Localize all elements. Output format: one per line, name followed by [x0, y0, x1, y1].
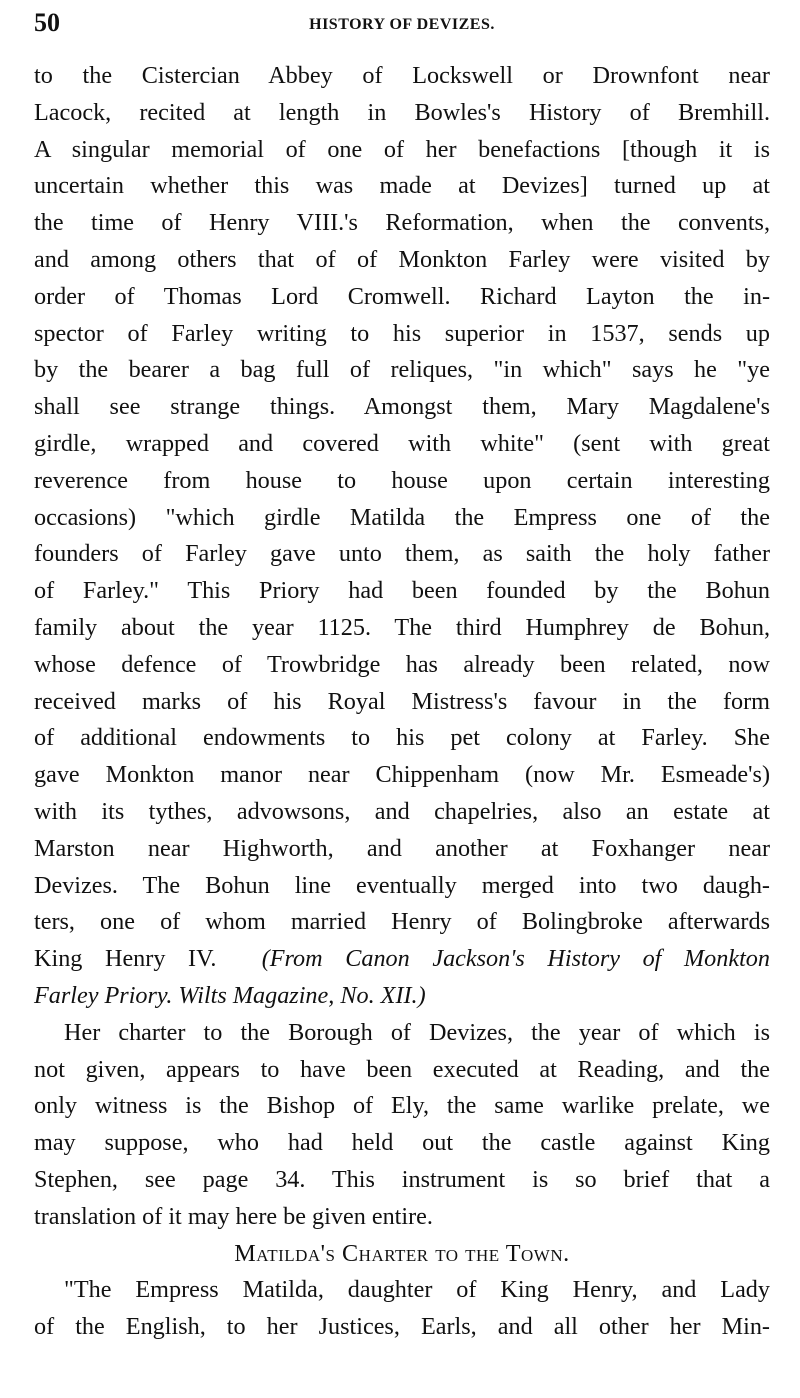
page-number: 50	[34, 8, 60, 37]
text-line: Stephen, see page 34. This instrument is so brief that a	[34, 1165, 770, 1193]
text-line: Devizes. The Bohun line eventually merged into two daugh-	[34, 871, 770, 899]
page-header	[34, 4, 770, 44]
text-line: occasions) "which girdle Matilda the Empress one of the	[34, 503, 770, 531]
text-line: of the English, to her Justices, Earls, and all other her Min-	[34, 1313, 770, 1341]
text-line: ters, one of whom married Henry of Bolingbroke afterwards	[34, 908, 770, 936]
text-line: translation of it may here be given entire.	[34, 1202, 433, 1230]
section-heading: Matilda's Charter to the Town.	[234, 1239, 570, 1267]
text-line: A singular memorial of one of her benefactions [though it is	[34, 135, 770, 163]
text-line: King Henry IV. (From Canon Jackson's History of Monkton	[34, 945, 770, 973]
text-line: only witness is the Bishop of Ely, the same warlike prelate, we	[34, 1092, 770, 1120]
text-line: shall see strange things. Amongst them, Mary Magdalene's	[34, 393, 770, 421]
citation-text: (From Canon Jackson's History of Monkton	[261, 945, 770, 973]
text-line: to the Cistercian Abbey of Lockswell or Drownfont near	[34, 62, 770, 89]
text-line: girdle, wrapped and covered with white" (sent with great	[34, 429, 770, 457]
text-line: family about the year 1125. The third Humphrey de Bohun,	[34, 613, 770, 641]
body-text	[34, 58, 770, 1346]
text-line: not given, appears to have been executed at Reading, and the	[34, 1055, 770, 1083]
text-line: received marks of his Royal Mistress's favour in the form	[34, 687, 770, 715]
text-line: Her charter to the Borough of Devizes, the year of which is	[64, 1018, 770, 1046]
text-line: may suppose, who had held out the castle against King	[34, 1129, 770, 1157]
running-head: HISTORY OF DEVIZES.	[309, 16, 495, 33]
text-line: whose defence of Trowbridge has already been related, now	[34, 650, 770, 678]
text-line: and among others that of of Monkton Farley were visited by	[34, 245, 770, 273]
paragraph-1	[34, 58, 770, 941]
text-line: of additional endowments to his pet colony at Farley. She	[34, 724, 770, 752]
text-line: gave Monkton manor near Chippenham (now Mr. Esmeade's)	[34, 761, 770, 789]
text-line: by the bearer a bag full of reliques, "in which" says he "ye	[34, 356, 770, 384]
text-line: founders of Farley gave unto them, as saith the holy father	[34, 540, 770, 568]
text-line: spector of Farley writing to his superior in 1537, sends up	[34, 319, 770, 347]
citation-text: Farley Priory. Wilts Magazine, No. XII.)	[34, 981, 426, 1009]
text-line: reverence from house to house upon certain interesting	[34, 466, 770, 494]
text-line: order of Thomas Lord Cromwell. Richard Layton the in-	[34, 282, 770, 310]
paragraph-3	[34, 1272, 770, 1346]
text-line: Lacock, recited at length in Bowles's History of Bremhill.	[34, 98, 770, 126]
text-line: the time of Henry VIII.'s Reformation, when the convents,	[34, 209, 770, 237]
text-line: "The Empress Matilda, daughter of King Henry, and Lady	[64, 1276, 770, 1304]
text-line: uncertain whether this was made at Devizes] turned up at	[34, 172, 770, 200]
text-line: of Farley." This Priory had been founded by the Bohun	[34, 577, 770, 605]
text-line: Marston near Highworth, and another at Foxhanger near	[34, 834, 770, 862]
paragraph-2	[34, 1015, 770, 1236]
text-line: with its tythes, advowsons, and chapelries, also an estate at	[34, 797, 770, 825]
